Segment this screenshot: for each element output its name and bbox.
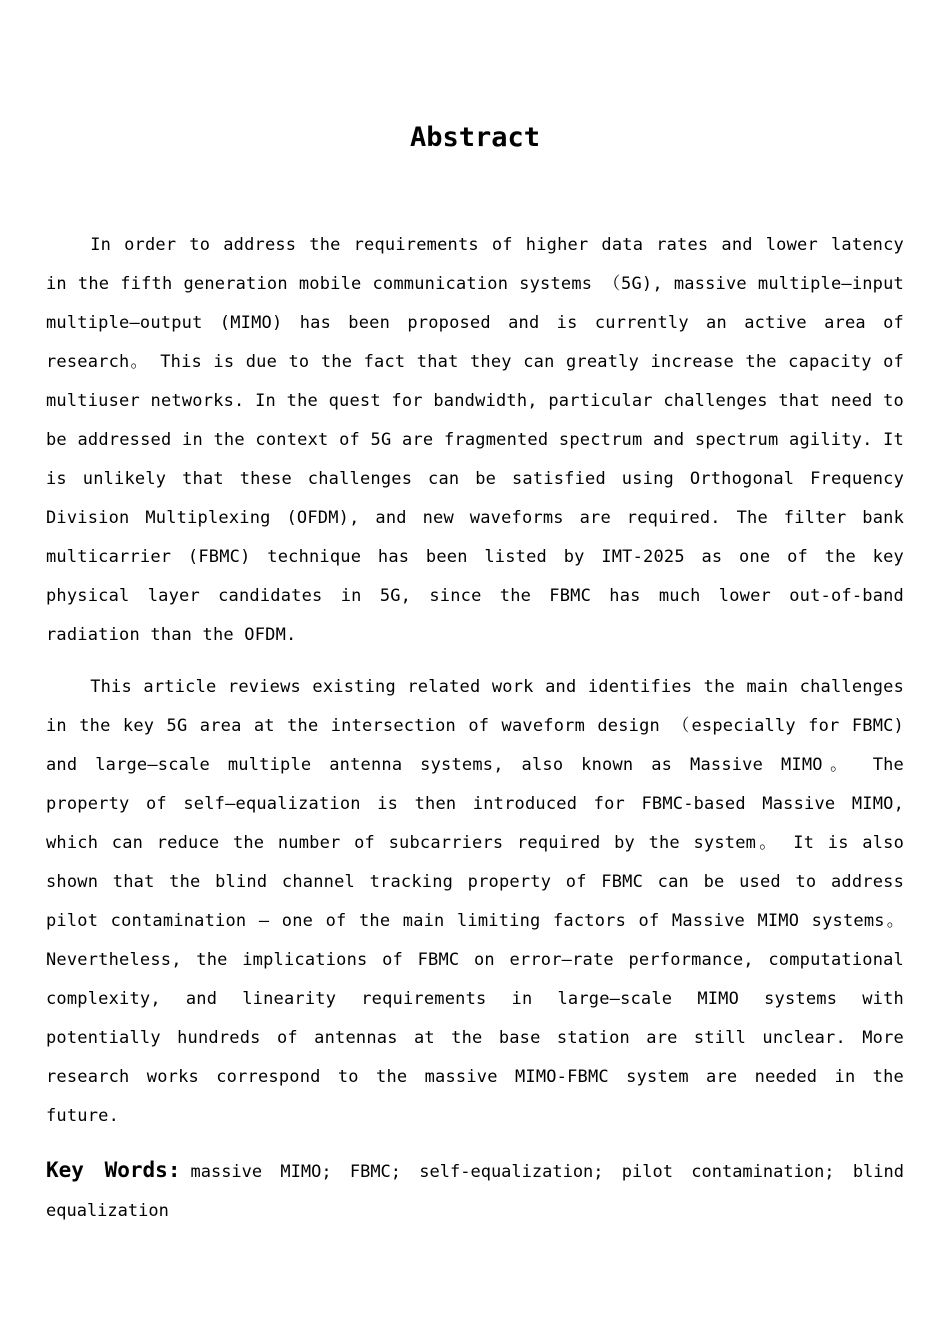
abstract-paragraph-2: This article reviews existing related work and identifies the main challenges in the key 5G area at the intersection of waveform design （especially for FBMC) and large—scale multiple antenna systems, also known as Massive MIMO。 The property of self—equalization is then introduced for FBMC-based Massive MIMO, which can reduce the number of subcarriers required by the system。 It is also shown that the blind channel tracking property of FBMC can be used to address pilot contamination — one of the main limiting factors of Massive MIMO systems。 Nevertheless, the implications of FBMC on error—rate performance, computational complexity, and linearity requirements in large—scale MIMO systems with potentially hundreds of antennas at the base station are still unclear. More research works correspond to the massive MIMO-FBMC system are needed in the future. xyxy=(46,677,904,1126)
abstract-title: Abstract xyxy=(409,122,541,153)
keywords-text: massive MIMO; FBMC; self-equalization; pilot contamination; blind equalization xyxy=(46,1162,904,1221)
abstract-paragraph-1: In order to address the requirements of higher data rates and lower latency in the fifth generation mobile communication systems （5G), massive multiple—input multiple—output (MIMO) has been proposed and is currently an active area of research。 This is due to the fact that they can greatly increase the capacity of multiuser networks. In the quest for bandwidth, particular challenges that need to be addressed in the context of 5G are fragmented spectrum and spectrum agility. It is unlikely that these challenges can be satisfied using Orthogonal Frequency Division Multiplexing (OFDM), and new waveforms are required. The filter bank multicarrier (FBMC) technique has been listed by IMT-2025 as one of the key physical layer candidates in 5G, since the FBMC has much lower out-of-band radiation than the OFDM. xyxy=(46,235,904,645)
keywords-label: Key Words: xyxy=(46,1158,181,1182)
keywords-line xyxy=(46,1151,904,1231)
